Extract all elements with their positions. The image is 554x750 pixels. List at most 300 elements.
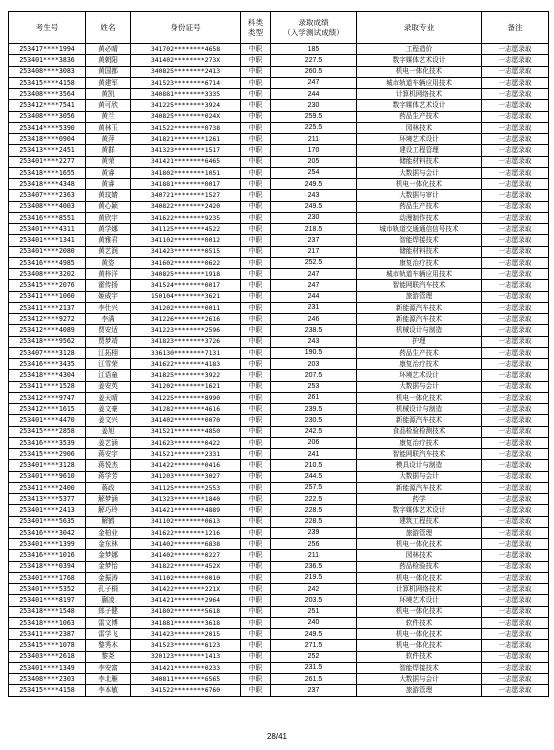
major-cell: 康复治疗技术 [357, 359, 482, 370]
score-cell: 256 [271, 539, 357, 550]
major-cell: 智能焊接技术 [357, 235, 482, 246]
table-row [9, 437, 549, 448]
exam-id-cell: 253401****2277 [9, 156, 86, 167]
category-cell: 中职 [241, 212, 271, 223]
major-cell: 计算机网络技术 [357, 89, 482, 100]
table-row [9, 167, 549, 178]
exam-id-cell: 253411****2387 [9, 629, 86, 640]
name-cell: 江雪荣 [86, 359, 131, 370]
score-cell: 236.5 [271, 561, 357, 572]
category-cell: 中职 [241, 347, 271, 358]
remark-cell: 一志愿录取 [482, 494, 549, 505]
name-cell: 黄玟婧 [86, 190, 131, 201]
name-cell: 黄朝阳 [86, 55, 131, 66]
id-card-cell: 340825********2413 [131, 66, 241, 77]
remark-cell: 一志愿录取 [482, 235, 549, 246]
score-cell: 251 [271, 606, 357, 617]
name-cell: 金梦怡 [86, 561, 131, 572]
category-cell: 中职 [241, 66, 271, 77]
remark-cell: 一志愿录取 [482, 224, 549, 235]
category-cell: 中职 [241, 246, 271, 257]
score-cell: 210.5 [271, 460, 357, 471]
exam-id-cell: 253408****2303 [9, 674, 86, 685]
id-card-cell: 341702********4658 [131, 44, 241, 55]
remark-cell: 一志愿录取 [482, 584, 549, 595]
remark-cell: 一志愿录取 [482, 325, 549, 336]
exam-id-cell: 253414****5390 [9, 122, 86, 133]
remark-cell: 一志愿录取 [482, 269, 549, 280]
major-cell: 智能网联汽车技术 [357, 280, 482, 291]
name-cell: 姜文豪 [86, 404, 131, 415]
id-card-cell: 341802********1051 [131, 167, 241, 178]
exam-id-cell: 253416****3435 [9, 359, 86, 370]
category-cell: 中职 [241, 77, 271, 88]
category-cell: 中职 [241, 674, 271, 685]
remark-cell: 一志愿录取 [482, 572, 549, 583]
major-cell: 机械设计与制造 [357, 325, 482, 336]
table-body [9, 44, 549, 697]
id-card-cell: 341202********0011 [131, 302, 241, 313]
category-cell: 中职 [241, 640, 271, 651]
remark-cell: 一志愿录取 [482, 111, 549, 122]
name-cell: 霍传扬 [86, 280, 131, 291]
name-cell: 金振涛 [86, 572, 131, 583]
table-row [9, 685, 549, 696]
score-cell: 244.5 [271, 471, 357, 482]
remark-cell: 一志愿录取 [482, 66, 549, 77]
exam-id-cell: 253401****3128 [9, 460, 86, 471]
category-cell: 中职 [241, 404, 271, 415]
id-card-cell: 341522********0738 [131, 122, 241, 133]
remark-cell: 一志愿录取 [482, 606, 549, 617]
category-cell: 中职 [241, 325, 271, 336]
table-row [9, 494, 549, 505]
remark-cell: 一志愿录取 [482, 404, 549, 415]
exam-id-cell: 253407****2363 [9, 190, 86, 201]
id-card-cell: 341421********0233 [131, 662, 241, 673]
col-header-name: 姓名 [86, 12, 131, 44]
score-cell: 170 [271, 145, 357, 156]
name-cell: 李本敏 [86, 685, 131, 696]
exam-id-cell: 253401****5352 [9, 584, 86, 595]
name-cell: 解巧玲 [86, 505, 131, 516]
remark-cell: 一志愿录取 [482, 336, 549, 347]
category-cell: 中职 [241, 336, 271, 347]
score-cell: 241 [271, 449, 357, 460]
name-cell: 贾梦靖 [86, 336, 131, 347]
name-cell: 金柏业 [86, 527, 131, 538]
exam-id-cell: 253401****4470 [9, 415, 86, 426]
name-cell: 黄建军 [86, 77, 131, 88]
major-cell: 康复治疗技术 [357, 257, 482, 268]
category-cell: 中职 [241, 257, 271, 268]
major-cell: 智能焊接技术 [357, 662, 482, 673]
table-row [9, 359, 549, 370]
score-cell: 249.5 [271, 201, 357, 212]
name-cell: 蒋政 [86, 482, 131, 493]
name-cell: 李满 [86, 314, 131, 325]
table-row [9, 55, 549, 66]
major-cell: 数字媒体艺术设计 [357, 100, 482, 111]
col-header-id-card: 身份证号 [131, 12, 241, 44]
remark-cell: 一志愿录取 [482, 89, 549, 100]
table-row [9, 291, 549, 302]
remark-cell: 一志愿录取 [482, 100, 549, 111]
id-card-cell: 341422********221X [131, 584, 241, 595]
remark-cell: 一志愿录取 [482, 437, 549, 448]
major-cell: 机电一体化技术 [357, 629, 482, 640]
name-cell: 黄可欣 [86, 100, 131, 111]
category-cell: 中职 [241, 539, 271, 550]
table-row [9, 314, 549, 325]
remark-cell: 一志愿录取 [482, 516, 549, 527]
major-cell: 药学 [357, 494, 482, 505]
score-cell: 247 [271, 280, 357, 291]
id-card-cell: 341402********0227 [131, 550, 241, 561]
major-cell: 储能材料技术 [357, 156, 482, 167]
table-row [9, 392, 549, 403]
category-cell: 中职 [241, 584, 271, 595]
exam-id-cell: 253418****4348 [9, 179, 86, 190]
remark-cell: 一志愿录取 [482, 77, 549, 88]
name-cell: 蒋学芳 [86, 471, 131, 482]
id-card-cell: 341125********4522 [131, 224, 241, 235]
score-cell: 238.5 [271, 325, 357, 336]
table-row [9, 44, 549, 55]
score-cell: 207.5 [271, 370, 357, 381]
score-cell: 217 [271, 246, 357, 257]
category-cell: 中职 [241, 55, 271, 66]
exam-id-cell: 253412****9272 [9, 314, 86, 325]
name-cell: 黄艺润 [86, 246, 131, 257]
remark-cell: 一志愿录取 [482, 291, 549, 302]
major-cell: 园林技术 [357, 550, 482, 561]
id-card-cell: 340825********024X [131, 111, 241, 122]
score-cell: 219.5 [271, 572, 357, 583]
id-card-cell: 341521********4850 [131, 426, 241, 437]
category-cell: 中职 [241, 167, 271, 178]
table-row [9, 134, 549, 145]
table-row [9, 471, 549, 482]
id-card-cell: 341202********1621 [131, 381, 241, 392]
score-cell: 242 [271, 584, 357, 595]
id-card-cell: 341522********6760 [131, 685, 241, 696]
score-cell: 249.5 [271, 179, 357, 190]
exam-id-cell: 253401****2080 [9, 246, 86, 257]
table-row [9, 280, 549, 291]
category-cell: 中职 [241, 381, 271, 392]
id-card-cell: 340721********1527 [131, 190, 241, 201]
col-header-score: 录取成绩 （入学测试成绩） [271, 12, 357, 44]
major-cell: 数字媒体艺术设计 [357, 505, 482, 516]
major-cell: 园林技术 [357, 122, 482, 133]
table-row [9, 550, 549, 561]
name-cell: 黄凯 [86, 89, 131, 100]
score-cell: 243 [271, 190, 357, 201]
id-card-cell: 341821********1261 [131, 134, 241, 145]
exam-id-cell: 253408****3083 [9, 66, 86, 77]
score-cell: 257.5 [271, 482, 357, 493]
score-cell: 252 [271, 651, 357, 662]
remark-cell: 一志愿录取 [482, 561, 549, 572]
table-row [9, 111, 549, 122]
category-cell: 中职 [241, 359, 271, 370]
major-cell: 储能材料技术 [357, 246, 482, 257]
table-row [9, 415, 549, 426]
score-cell: 271.5 [271, 640, 357, 651]
category-cell: 中职 [241, 527, 271, 538]
score-cell: 228.5 [271, 505, 357, 516]
id-card-cell: 341102********0012 [131, 235, 241, 246]
remark-cell: 一志愿录取 [482, 685, 549, 696]
exam-id-cell: 253415****1078 [9, 640, 86, 651]
category-cell: 中职 [241, 100, 271, 111]
score-cell: 249.5 [271, 629, 357, 640]
id-card-cell: 341822********452X [131, 561, 241, 572]
id-card-cell: 341225********3924 [131, 100, 241, 111]
remark-cell: 一志愿录取 [482, 190, 549, 201]
remark-cell: 一志愿录取 [482, 145, 549, 156]
major-cell: 城市轨道车辆应用技术 [357, 77, 482, 88]
category-cell: 中职 [241, 291, 271, 302]
name-cell: 黄雅君 [86, 235, 131, 246]
major-cell: 新能源汽车技术 [357, 314, 482, 325]
major-cell: 城市轨道交通通信信号技术 [357, 224, 482, 235]
category-cell: 中职 [241, 617, 271, 628]
table-row [9, 595, 549, 606]
exam-id-cell: 253415****4158 [9, 77, 86, 88]
major-cell: 药品生产技术 [357, 201, 482, 212]
id-card-cell: 341421********4889 [131, 505, 241, 516]
table-row [9, 77, 549, 88]
category-cell: 中职 [241, 179, 271, 190]
category-cell: 中职 [241, 156, 271, 167]
id-card-cell: 341225********8990 [131, 392, 241, 403]
id-card-cell: 341125********2553 [131, 482, 241, 493]
score-cell: 252.5 [271, 257, 357, 268]
id-card-cell: 341823********3726 [131, 336, 241, 347]
name-cell: 黄国都 [86, 66, 131, 77]
exam-id-cell: 253418****4304 [9, 370, 86, 381]
name-cell: 黄梓洋 [86, 269, 131, 280]
id-card-cell: 341323********1517 [131, 145, 241, 156]
major-cell: 机电一体化技术 [357, 392, 482, 403]
name-cell: 解鹤 [86, 516, 131, 527]
category-cell: 中职 [241, 370, 271, 381]
exam-id-cell: 253418****1655 [9, 167, 86, 178]
score-cell: 211 [271, 550, 357, 561]
category-cell: 中职 [241, 314, 271, 325]
table-row [9, 516, 549, 527]
col-header-category: 科类 类型 [241, 12, 271, 44]
score-cell: 242.5 [271, 426, 357, 437]
exam-id-cell: 253416****3539 [9, 437, 86, 448]
remark-cell: 一志愿录取 [482, 302, 549, 313]
major-cell: 环境艺术设计 [357, 134, 482, 145]
name-cell: 黄姿 [86, 257, 131, 268]
exam-id-cell: 253416****3042 [9, 527, 86, 538]
name-cell: 蒋安宇 [86, 449, 131, 460]
exam-id-cell: 253401****1341 [9, 235, 86, 246]
id-card-cell: 341226********2616 [131, 314, 241, 325]
category-cell: 中职 [241, 302, 271, 313]
remark-cell: 一志愿录取 [482, 201, 549, 212]
remark-cell: 一志愿录取 [482, 246, 549, 257]
major-cell: 旅游管理 [357, 685, 482, 696]
exam-id-cell: 253401****1349 [9, 662, 86, 673]
category-cell: 中职 [241, 235, 271, 246]
table-row [9, 325, 549, 336]
id-card-cell: 340811********6565 [131, 674, 241, 685]
exam-id-cell: 253401****1399 [9, 539, 86, 550]
major-cell: 旅游管理 [357, 527, 482, 538]
major-cell: 药品生产技术 [357, 111, 482, 122]
id-card-cell: 341622********9235 [131, 212, 241, 223]
exam-id-cell: 253411****1060 [9, 291, 86, 302]
name-cell: 雷文博 [86, 617, 131, 628]
remark-cell: 一志愿录取 [482, 539, 549, 550]
exam-id-cell: 253418****0904 [9, 134, 86, 145]
name-cell: 黄睿 [86, 179, 131, 190]
major-cell: 环境艺术设计 [357, 370, 482, 381]
id-card-cell: 341323********1840 [131, 494, 241, 505]
score-cell: 231 [271, 302, 357, 313]
category-cell: 中职 [241, 550, 271, 561]
id-card-cell: 341523********6123 [131, 640, 241, 651]
exam-id-cell: 253408****3056 [9, 111, 86, 122]
score-cell: 243 [271, 336, 357, 347]
exam-id-cell: 253401****4311 [9, 224, 86, 235]
remark-cell: 一志愿录取 [482, 629, 549, 640]
major-cell: 机电一体化技术 [357, 179, 482, 190]
id-card-cell: 340825********1918 [131, 269, 241, 280]
name-cell: 雷学飞 [86, 629, 131, 640]
name-cell: 蒋悦杰 [86, 460, 131, 471]
category-cell: 中职 [241, 449, 271, 460]
name-cell: 姬威宇 [86, 291, 131, 302]
name-cell: 黄兰 [86, 111, 131, 122]
score-cell: 211 [271, 134, 357, 145]
remark-cell: 一志愿录取 [482, 595, 549, 606]
score-cell: 190.5 [271, 347, 357, 358]
major-cell: 护理 [357, 336, 482, 347]
category-cell: 中职 [241, 494, 271, 505]
exam-id-cell: 253411****1528 [9, 381, 86, 392]
id-card-cell: 341402********273X [131, 55, 241, 66]
remark-cell: 一志愿录取 [482, 212, 549, 223]
major-cell: 新能源汽车技术 [357, 482, 482, 493]
table-row [9, 370, 549, 381]
table-row [9, 89, 549, 100]
name-cell: 黄睿 [86, 167, 131, 178]
remark-cell: 一志愿录取 [482, 359, 549, 370]
score-cell: 247 [271, 77, 357, 88]
exam-id-cell: 253415****2858 [9, 426, 86, 437]
score-cell: 237 [271, 685, 357, 696]
score-cell: 239 [271, 527, 357, 538]
id-card-cell: 341282********4616 [131, 404, 241, 415]
category-cell: 中职 [241, 482, 271, 493]
remark-cell: 一志愿录取 [482, 550, 549, 561]
major-cell: 机电一体化技术 [357, 66, 482, 77]
major-cell: 软件技术 [357, 617, 482, 628]
score-cell: 203 [271, 359, 357, 370]
category-cell: 中职 [241, 415, 271, 426]
category-cell: 中职 [241, 460, 271, 471]
major-cell: 新能源汽车技术 [357, 415, 482, 426]
major-cell: 大数据与会计 [357, 674, 482, 685]
remark-cell: 一志愿录取 [482, 381, 549, 392]
remark-cell: 一志愿录取 [482, 505, 549, 516]
id-card-cell: 341421********6465 [131, 156, 241, 167]
major-cell: 大数据与会计 [357, 167, 482, 178]
score-cell: 227.5 [271, 55, 357, 66]
id-card-cell: 341422********0416 [131, 460, 241, 471]
major-cell: 食品检验检测技术 [357, 426, 482, 437]
table-row [9, 482, 549, 493]
table-row [9, 404, 549, 415]
major-cell: 工程造价 [357, 44, 482, 55]
name-cell: 姜艺涵 [86, 437, 131, 448]
exam-id-cell: 253407****3128 [9, 347, 86, 358]
id-card-cell: 341402********6838 [131, 539, 241, 550]
remark-cell: 一志愿录取 [482, 179, 549, 190]
category-cell: 中职 [241, 572, 271, 583]
table-row [9, 179, 549, 190]
score-cell: 205 [271, 156, 357, 167]
name-cell: 孔子桐 [86, 584, 131, 595]
name-cell: 黄荣 [86, 156, 131, 167]
table-row [9, 347, 549, 358]
remark-cell: 一志愿录取 [482, 314, 549, 325]
exam-id-cell: 253412****9747 [9, 392, 86, 403]
category-cell: 中职 [241, 122, 271, 133]
exam-id-cell: 253408****4003 [9, 201, 86, 212]
score-cell: 206 [271, 437, 357, 448]
table-row [9, 460, 549, 471]
remark-cell: 一志愿录取 [482, 449, 549, 460]
table-row [9, 629, 549, 640]
score-cell: 244 [271, 291, 357, 302]
name-cell: 黎尧 [86, 651, 131, 662]
id-card-cell: 341521********2331 [131, 449, 241, 460]
remark-cell: 一志愿录取 [482, 662, 549, 673]
name-cell: 江拓栩 [86, 347, 131, 358]
score-cell: 231.5 [271, 662, 357, 673]
id-card-cell: 341423********2015 [131, 629, 241, 640]
major-cell: 大数据与会计 [357, 471, 482, 482]
col-header-exam-id: 考生号 [9, 12, 86, 44]
name-cell: 李安富 [86, 662, 131, 673]
category-cell: 中职 [241, 190, 271, 201]
table-row [9, 246, 549, 257]
exam-id-cell: 253401****2413 [9, 505, 86, 516]
exam-id-cell: 253408****3564 [9, 89, 86, 100]
score-cell: 218.5 [271, 224, 357, 235]
table-row [9, 122, 549, 133]
major-cell: 机电一体化技术 [357, 640, 482, 651]
name-cell: 姜安英 [86, 381, 131, 392]
id-card-cell: 340822********2420 [131, 201, 241, 212]
exam-id-cell: 253417****1994 [9, 44, 86, 55]
category-cell: 中职 [241, 392, 271, 403]
remark-cell: 一志愿录取 [482, 55, 549, 66]
major-cell: 机电一体化技术 [357, 572, 482, 583]
remark-cell: 一志愿录取 [482, 122, 549, 133]
table-row [9, 572, 549, 583]
remark-cell: 一志愿录取 [482, 482, 549, 493]
table-row [9, 449, 549, 460]
